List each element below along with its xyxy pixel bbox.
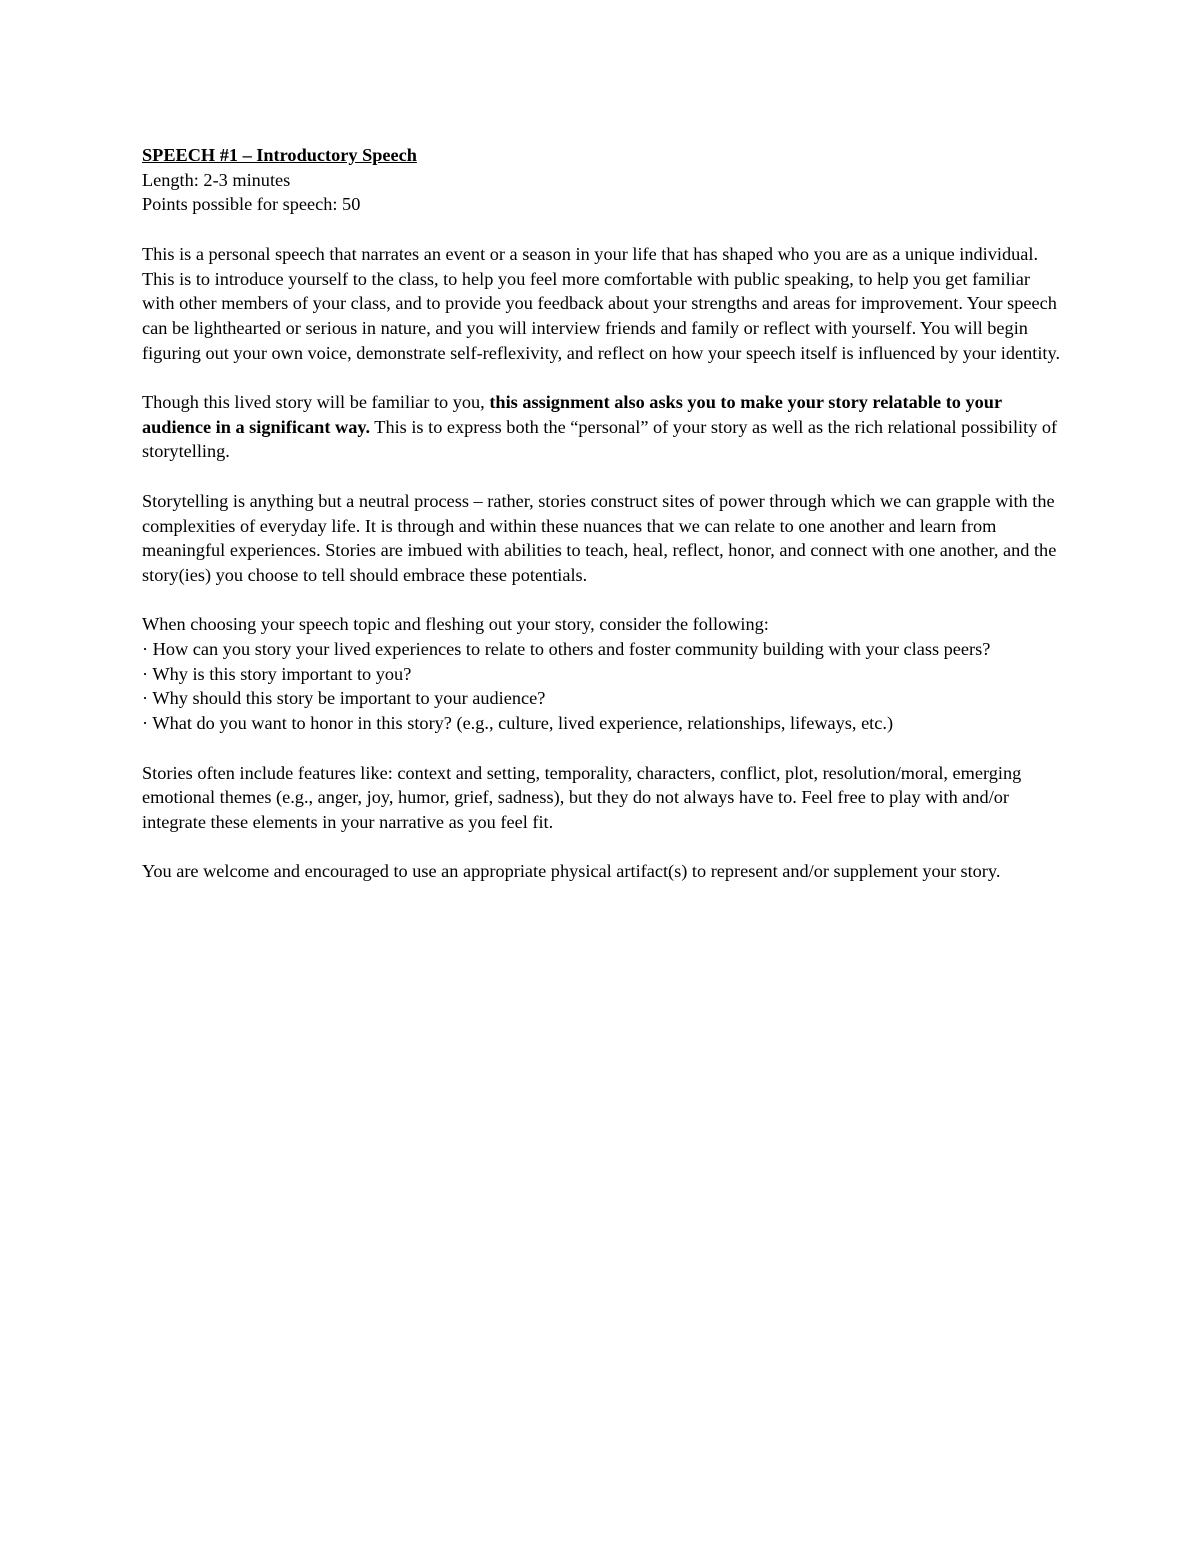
relatable-paragraph-start: Though this lived story will be familiar to you, [142, 392, 490, 412]
relatable-paragraph [142, 390, 1062, 464]
page-title: SPEECH #1 – Introductory Speech [142, 145, 417, 165]
question-text: How can you story your lived experiences to relate to others and foster community building with your class peers? [152, 639, 991, 659]
speech-length: Length: 2-3 minutes [142, 169, 291, 190]
question-text: Why should this story be important to your audience? [152, 688, 546, 709]
question-text: What do you want to honor in this story? (e.g., culture, lived experience, relationships, lifeways, etc.) [152, 713, 894, 734]
considerations-intro: When choosing your speech topic and fleshing out your story, consider the following: [142, 614, 769, 635]
bullet-icon: · [142, 688, 149, 709]
list-item [142, 662, 1062, 687]
list-item [142, 686, 1062, 711]
story-features-paragraph: Stories often include features like: context and setting, temporality, characters, conflict, plot, resolution/moral, emerging emotional themes (e.g., anger, joy, humor, grief, sadness), but they do not always have to. Feel free to play with and/or integrate these elements in your narrative as you feel fit. [142, 762, 1022, 832]
document-body [142, 143, 1062, 884]
list-item [142, 711, 1062, 736]
bullet-icon: · [142, 639, 149, 659]
intro-paragraph: This is a personal speech that narrates an event or a season in your life that has shaped who you are as a unique individual. This is to introduce yourself to the class, to help you feel more comfortable with public speaking, to help you get familiar with other members of your class, and to provide you feedback about your strengths and areas for improvement. Your speech can be lighthearted or serious in nature, and you will interview friends and family or reflect with yourself. You will begin figuring out your own voice, demonstrate self-reflexivity, and reflect on how your speech itself is influenced by your identity. [142, 243, 1061, 363]
considerations-list [142, 637, 1062, 736]
storytelling-paragraph: Storytelling is anything but a neutral process – rather, stories construct sites of power through which we can grapple with the complexities of everyday life. It is through and within these nuances that we can relate to one another and learn from meaningful experiences. Stories are imbued with abilities to teach, heal, reflect, honor, and connect with one another, and the story(ies) you choose to tell should embrace these potentials. [142, 490, 1057, 585]
relatable-paragraph-emphasis: this assignment also asks you to make your story relatable to your audience in a significant way. [142, 392, 1002, 437]
relatable-paragraph-end: This is to express both the “personal” of your story as well as the rich relational possibility of storytelling. [142, 416, 1058, 462]
list-item [142, 637, 1062, 662]
bullet-icon: · [142, 663, 149, 684]
question-text: Why is this story important to you? [152, 663, 412, 684]
bullet-icon: · [142, 713, 149, 734]
considerations-section [142, 612, 1062, 736]
points-possible: Points possible for speech: 50 [142, 194, 361, 215]
artifact-paragraph: You are welcome and encouraged to use an appropriate physical artifact(s) to represent and/or supplement your story. [142, 861, 1001, 882]
